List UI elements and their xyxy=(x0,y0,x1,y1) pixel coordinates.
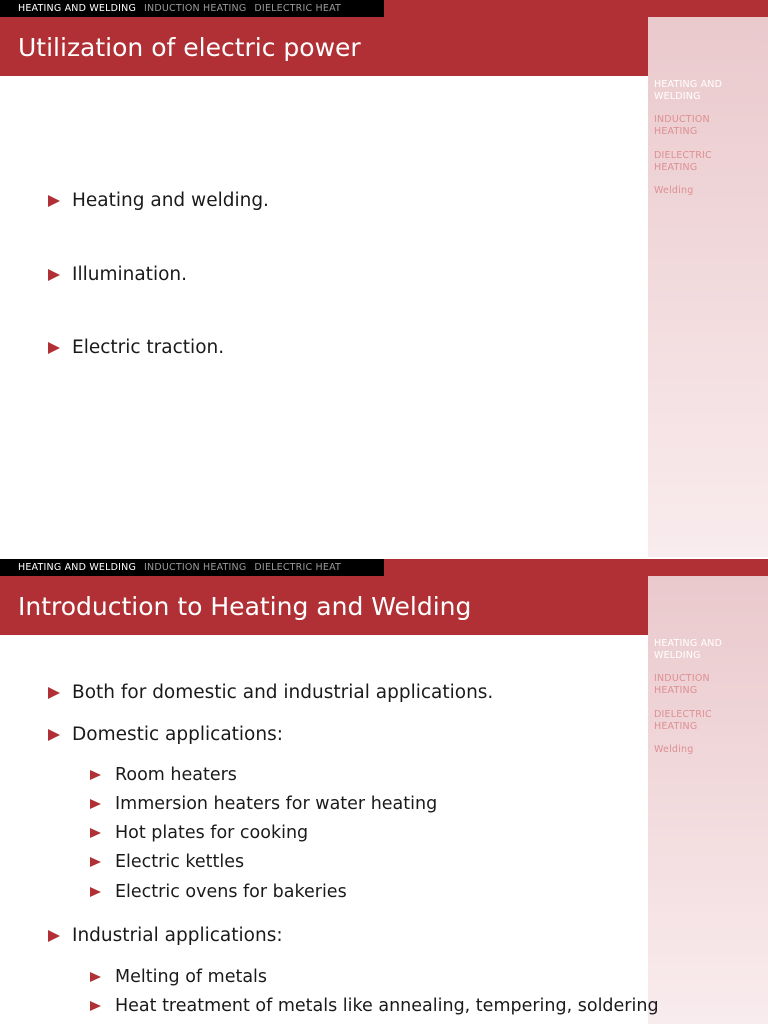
title-bar xyxy=(0,576,648,635)
slide-2 xyxy=(0,559,768,1024)
triangle-right-icon xyxy=(90,857,101,867)
sub-bullet-text: Hot plates for cooking xyxy=(115,823,309,843)
section-navigation xyxy=(0,559,384,576)
triangle-right-icon xyxy=(48,342,60,354)
sidebar-item-label: DIELECTRIC xyxy=(654,709,712,720)
bullet-text: Electric traction. xyxy=(72,337,225,358)
sidebar-item-label: HEATING xyxy=(654,685,698,696)
nav-item-induction-heating[interactable]: INDUCTION HEATING xyxy=(144,562,247,573)
triangle-right-icon xyxy=(48,687,60,699)
triangle-right-icon xyxy=(90,1001,101,1011)
triangle-right-icon xyxy=(90,972,101,982)
slide-title: Utilization of electric power xyxy=(18,33,361,62)
sub-bullet-text: Melting of metals xyxy=(115,967,268,987)
sub-bullet-text: Heat treatment of metals like annealing, tempering, soldering xyxy=(115,996,659,1016)
sidebar-item-label: Welding xyxy=(654,744,694,755)
sidebar-item-label: WELDING xyxy=(654,91,701,102)
sidebar-item-label: DIELECTRIC xyxy=(654,150,712,161)
triangle-right-icon xyxy=(90,770,101,780)
sidebar-outline xyxy=(648,576,768,1024)
nav-item-heating-and-welding[interactable]: HEATING AND WELDING xyxy=(18,3,137,14)
sidebar-item-label: WELDING xyxy=(654,650,701,661)
sidebar-item-label: Welding xyxy=(654,185,694,196)
triangle-right-icon xyxy=(48,269,60,281)
triangle-right-icon xyxy=(48,195,60,207)
sidebar-outline xyxy=(648,17,768,557)
sidebar-item-heating-and-welding[interactable] xyxy=(654,638,764,662)
sidebar-item-welding[interactable] xyxy=(654,744,764,756)
sub-bullet-text: Room heaters xyxy=(115,765,237,785)
triangle-right-icon xyxy=(90,799,101,809)
sidebar-item-label: INDUCTION xyxy=(654,114,710,125)
sidebar-item-induction-heating[interactable] xyxy=(654,114,764,138)
slide-title: Introduction to Heating and Welding xyxy=(18,592,472,621)
bullet-text: Domestic applications: xyxy=(72,724,283,745)
sub-bullet-text: Electric kettles xyxy=(115,852,245,872)
sidebar-item-label: HEATING AND xyxy=(654,79,723,90)
bullet-text: Heating and welding. xyxy=(72,190,269,211)
sidebar-item-label: HEATING xyxy=(654,162,698,173)
bullet-text: Industrial applications: xyxy=(72,925,283,946)
triangle-right-icon xyxy=(48,729,60,741)
sidebar-item-induction-heating[interactable] xyxy=(654,673,764,697)
bullet-text: Both for domestic and industrial applications. xyxy=(72,682,494,703)
sidebar-item-dielectric-heating[interactable] xyxy=(654,709,764,733)
sidebar-item-heating-and-welding[interactable] xyxy=(654,79,764,103)
bullet-text: Illumination. xyxy=(72,264,188,285)
sub-bullet-text: Electric ovens for bakeries xyxy=(115,882,347,902)
triangle-right-icon xyxy=(90,828,101,838)
sub-bullet-text: Immersion heaters for water heating xyxy=(115,794,438,814)
triangle-right-icon xyxy=(90,887,101,897)
sidebar-item-label: HEATING xyxy=(654,126,698,137)
sidebar-item-label: HEATING AND xyxy=(654,638,723,649)
sidebar-item-label: INDUCTION xyxy=(654,673,710,684)
sidebar-item-label: HEATING xyxy=(654,721,698,732)
title-bar xyxy=(0,17,648,76)
nav-item-dielectric-heating[interactable]: DIELECTRIC HEAT xyxy=(254,562,342,573)
nav-item-dielectric-heating[interactable]: DIELECTRIC HEAT xyxy=(254,3,342,14)
nav-item-induction-heating[interactable]: INDUCTION HEATING xyxy=(144,3,247,14)
triangle-right-icon xyxy=(48,930,60,942)
section-navigation xyxy=(0,0,384,17)
nav-item-heating-and-welding[interactable]: HEATING AND WELDING xyxy=(18,562,137,573)
sidebar-item-dielectric-heating[interactable] xyxy=(654,150,764,174)
sidebar-item-welding[interactable] xyxy=(654,185,764,197)
